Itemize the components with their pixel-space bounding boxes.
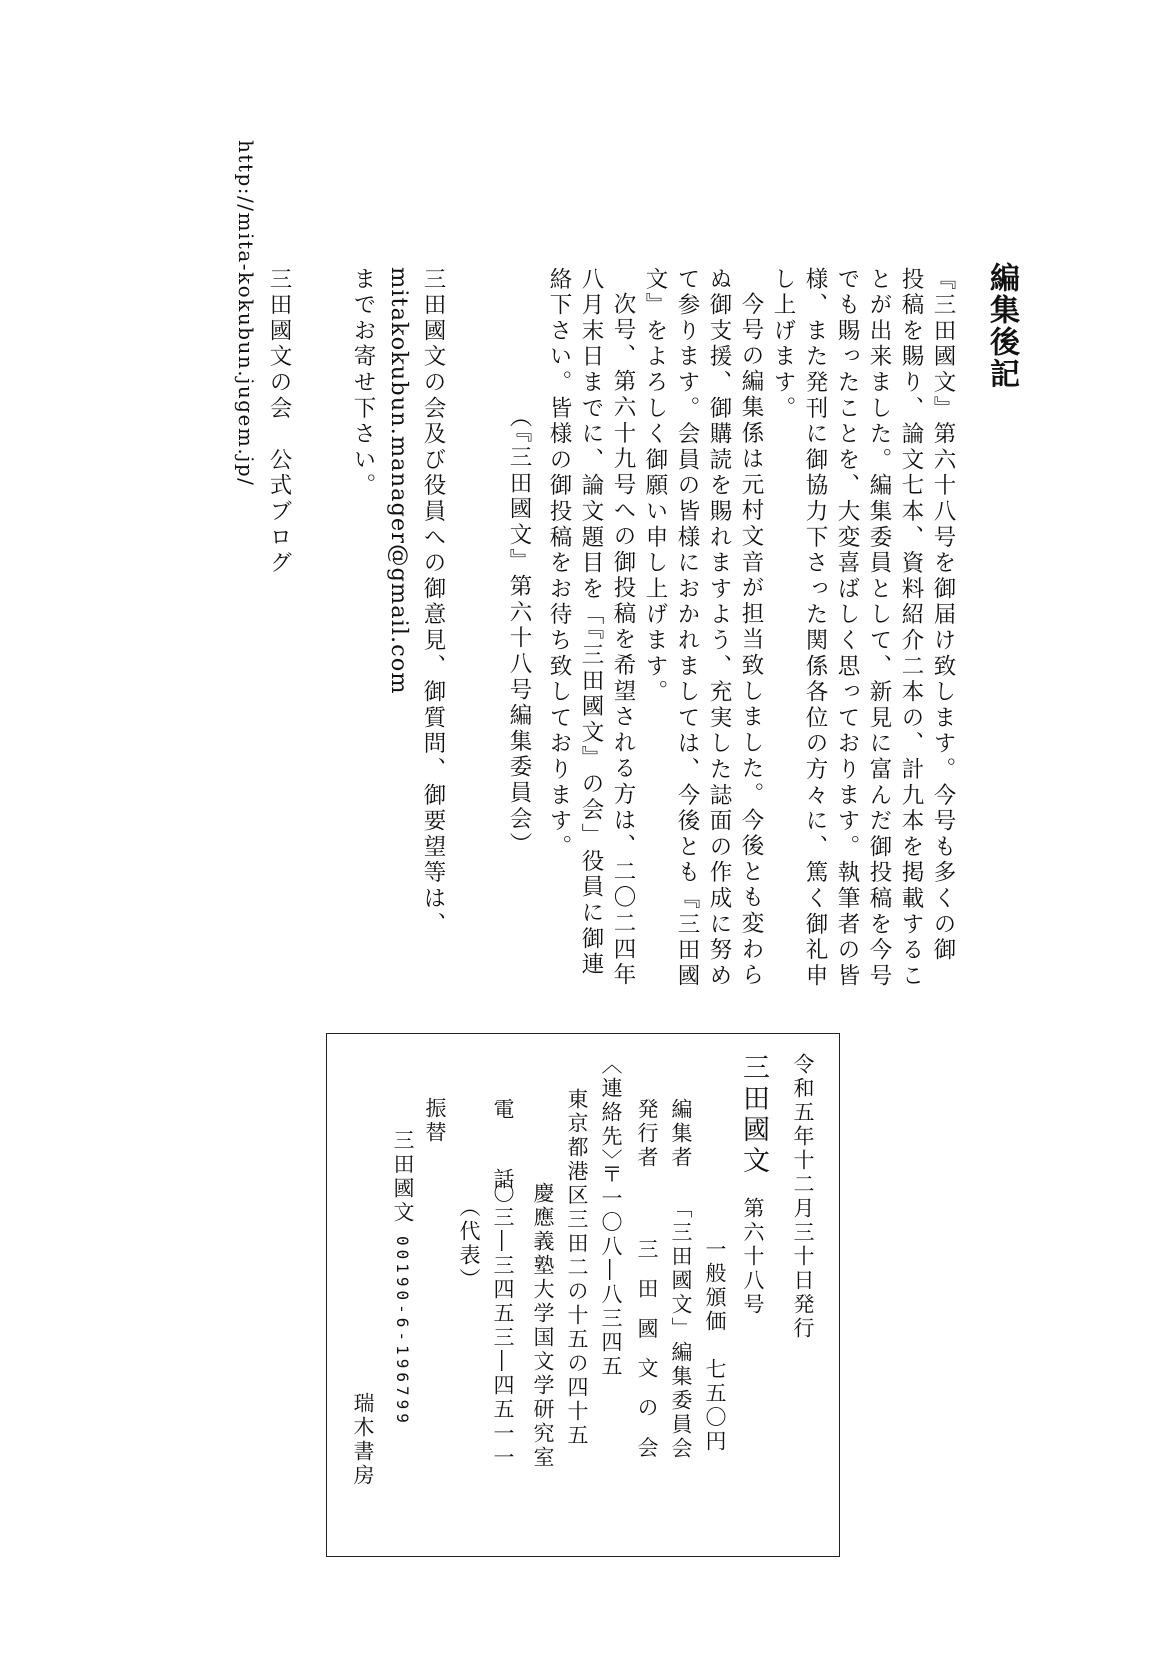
colophon-printer: 瑞木書房 [351,1392,375,1488]
colophon-publisher-label: 発行者 [635,1098,659,1170]
paragraph3-line-1: 次号、第六十九号への御投稿を希望される方は、二〇二四年 [610,292,636,989]
blog-url[interactable]: http://mita-kokubun.jugem.jp/ [234,140,258,487]
colophon-editor-label: 編集者 [669,1098,693,1170]
paragraph2-line-4: 文』をよろしく御願い申し上げます。 [642,267,668,706]
colophon-phone-label: 電 話 [491,1098,515,1203]
paragraph2-line-1: 今号の編集係は元村文音が担当致しました。今後とも変わら [738,292,764,989]
contact-line-3: までお寄せ下さい。 [350,267,376,500]
colophon-publisher-value: 三 田 國 文 の 会 [635,1238,659,1464]
colophon-editor-value: 「三田國文」編集委員会 [669,1197,693,1461]
blog-label: 三田國文の会 公式ブログ [266,267,292,577]
colophon-phone-value: 〇三―三四五三―四五一一 [491,1182,515,1470]
postscript-signature: （『三田國文』第六十八号編集委員会） [506,405,532,859]
paragraph1-line-4: でも賜ったことを、大変喜ばしく思っております。執筆者の皆 [834,267,860,990]
paragraph1-line-6: し上げます。 [770,267,796,422]
paragraph3-line-2: 八月末日までに、論文題目を「『三田國文』の会」役員に御連 [578,267,604,979]
paragraph2-line-2: ぬ御支援、御購読を賜れますよう、充実した誌面の作成に努め [706,267,732,990]
postscript-title: 編集後記 [984,262,1019,390]
paragraph1-line-2: 投稿を賜り、論文七本、資料紹介二本の、計九本を掲載するこ [898,267,924,990]
paragraph1-line-1: 『三田國文』第六十八号を御届け致します。今号も多くの御 [930,267,956,964]
colophon-issue-date: 令和五年十二月三十日発行 [791,1053,815,1341]
colophon-journal-title: 三田國文 [738,1053,769,1177]
paragraph1-line-3: とが出来ました。編集委員として、新見に富んだ御投稿を今号 [866,267,892,990]
colophon-department: 慶應義塾大学国文学研究室 [531,1182,555,1470]
paragraph2-line-3: て参ります。会員の皆様におかれましては、今後とも『三田國 [674,267,700,990]
contact-line-1: 三田國文の会及び役員への御意見、御質問、御要望等は、 [420,267,446,938]
contact-email[interactable]: mitakokubun.manager@gmail.com [386,267,412,695]
colophon-price: 一般頒価 七五〇円 [703,1238,727,1454]
colophon-transfer-name: 三田國文 [391,1129,415,1225]
colophon-transfer-number: 00190-6-196799 [393,1236,412,1427]
colophon-transfer-label: 振替 [423,1097,447,1145]
colophon-issue-number: 第六十八号 [741,1197,765,1317]
paragraph1-line-5: 様、また発刊に御協力下さった関係各位の方々に、篤く御礼申 [802,267,828,990]
colophon-contact-label: 〈連絡先〉 [599,1053,623,1173]
paragraph3-line-3: 絡下さい。皆様の御投稿をお待ち致しております。 [546,267,572,861]
colophon-postal-code: 〒一〇八―八三四五 [599,1163,623,1379]
colophon-address: 東京都港区三田二の十五の四十五 [565,1088,589,1448]
colophon-phone-note: （代表） [457,1196,481,1292]
